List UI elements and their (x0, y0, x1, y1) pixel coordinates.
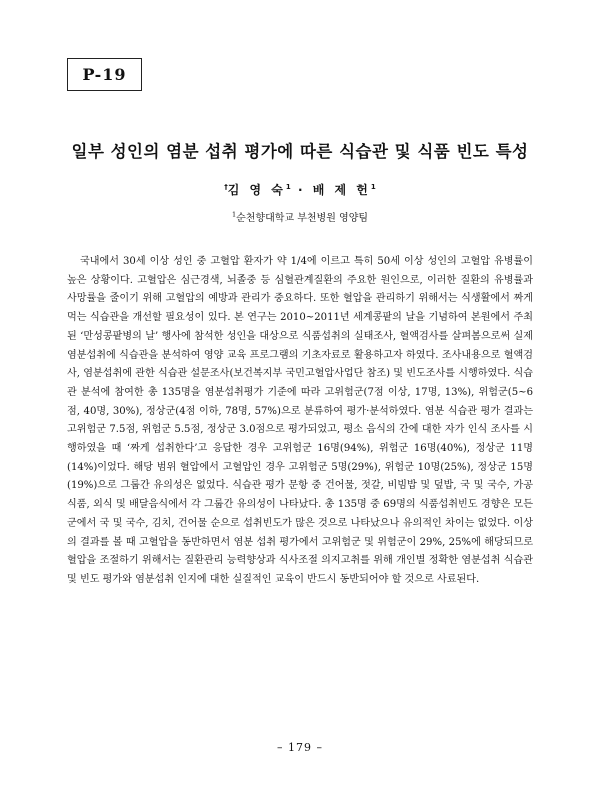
author-separator: · (290, 183, 313, 197)
paper-title: 일부 성인의 염분 섭취 평가에 따른 식습관 및 식품 빈도 특성 (71, 142, 529, 161)
author-name-1: 김 영 숙 (227, 183, 286, 197)
affiliation-text: 순천향대학교 부천병원 영양팀 (236, 213, 369, 224)
poster-code: P-19 (82, 65, 127, 84)
poster-code-box (67, 58, 142, 91)
author-name-2: 배 제 헌 (312, 183, 371, 197)
page-number: – 179 – (277, 741, 323, 754)
author-affil-sup-2: 1 (370, 183, 376, 191)
affiliation-sup: 1 (231, 210, 237, 219)
author-affil-sup-1: 1 (285, 183, 291, 191)
author-line (0, 181, 600, 198)
corresponding-mark: † (224, 183, 228, 191)
affiliation (0, 209, 600, 224)
abstract-body: 국내에서 30세 이상 성인 중 고혈압 환자가 약 1/4에 이르고 특히 50세 이상 성인의 고혈압 유병률이 높은 상황이다. 고혈압은 심근경색, 뇌졸중 등 심혈관계질환의 주요한 원인으로, 이러한 질환의 유병률과 사망률을 줄이기 위해 고혈압의 예방과 관리가 중요하다. 또한 혈압을 관리하기 위해서는 식생활에서 짜게 먹는 식습관을 개선할 필요성이 있다. 본 연구는 2010~2011년 세계콩팥의 날을 기념하여 본원에서 주최된 ‘만성콩팥병의 날’ 행사에 참석한 성인을 대상으로 식품섭취의 실태조사, 혈액검사를 살펴봄으로써 실제 염분섭취에 식습관을 분석하여 영양 교육 프로그램의 기초자료로 활용하고자 하였다. 조사내용으로 혈액검사, 염분섭취에 관한 식습관 설문조사(보건복지부 국민고혈압사업단 참조) 및 빈도조사를 시행하였다. 식습관 분석에 참여한 총 135명을 염분섭취평가 기준에 따라 고위험군(7점 이상, 17명, 13%), 위험군(5~6점, 40명, 30%), 정상군(4점 이하, 78명, 57%)으로 분류하여 평가·분석하였다. 염분 식습관 평가 결과는 고위험군 7.5점, 위험군 5.5점, 정상군 3.0점으로 평가되었고, 평소 음식의 간에 대한 자가 인식 조사를 시행하였을 때 ‘짜게 섭취한다’고 응답한 경우 고위험군 16명(94%), 위험군 16명(40%), 정상군 11명(14%)이었다. 해당 범위 혈압에서 고혈압인 경우 고위험군 5명(29%), 위험군 10명(25%), 정상군 15명(19%)으로 그룹간 유의성은 없었다. 식습관 평가 문항 중 건어물, 젓갈, 비빔밥 및 덮밥, 국 및 국수, 가공식품, 외식 및 배달음식에서 각 그룹간 유의성이 나타났다. 총 135명 중 69명의 식품섭취빈도 경향은 모든 군에서 국 및 국수, 김치, 건어물 순으로 섭취빈도가 많은 것으로 나타났으나 유의적인 차이는 없었다. 이상의 결과를 볼 때 고혈압을 동반하면서 염분 섭취 평가에서 고위험군 및 위험군이 29%, 25%에 해당되므로 혈압을 조절하기 위해서는 질환관리 능력향상과 식사조절 의지고취를 위해 개인별 정확한 염분섭취 식습관 및 빈도 평가와 염분섭취 인지에 대한 실질적인 교육이 반드시 동반되어야 할 것으로 사료된다. (67, 256, 533, 585)
